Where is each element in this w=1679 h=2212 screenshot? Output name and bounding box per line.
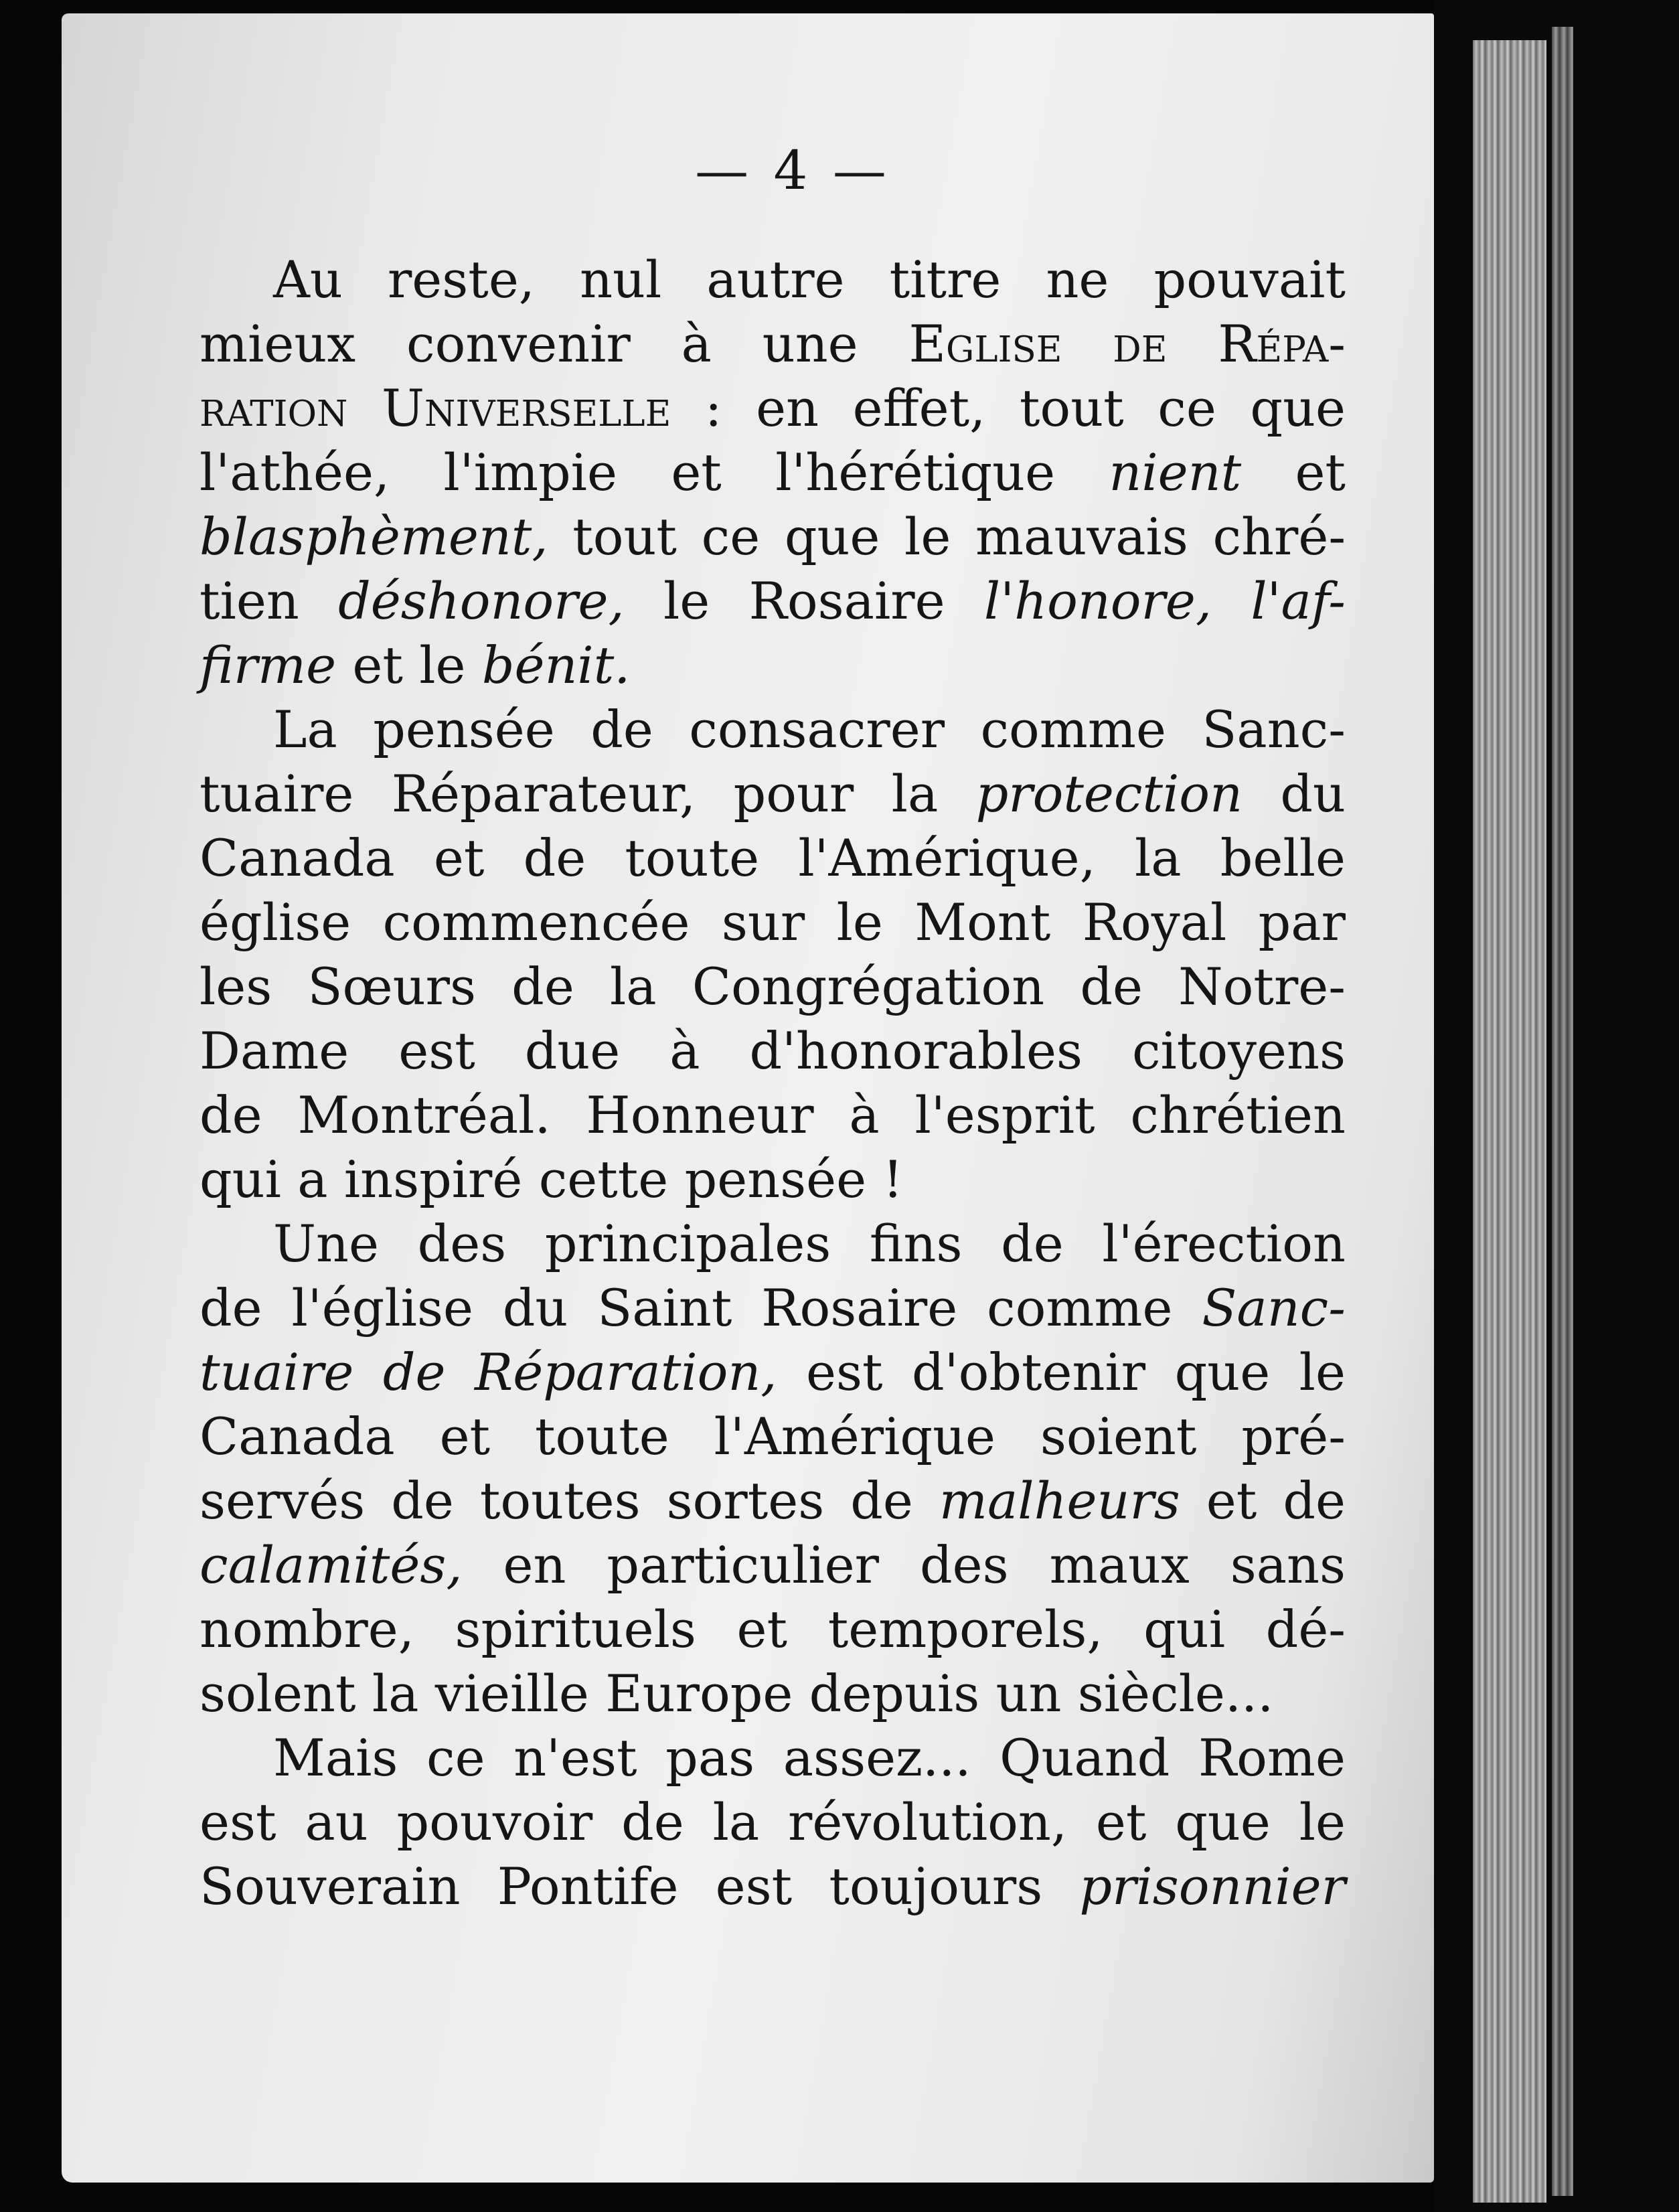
word: les: [199, 957, 272, 1016]
text-line: [199, 890, 1346, 955]
word: cette: [538, 1150, 669, 1209]
word: et: [1295, 443, 1346, 502]
word: tien: [199, 571, 299, 631]
text-line: [199, 955, 1346, 1019]
word: Au: [273, 250, 343, 309]
word: consacrer: [689, 700, 945, 759]
text-line: [199, 1083, 1346, 1148]
word: tuaire: [199, 1342, 354, 1402]
word: nul: [580, 250, 662, 309]
page-edges-inner: [1552, 27, 1573, 2196]
word: l'impie: [443, 443, 617, 502]
word: du: [1280, 764, 1346, 823]
word: de: [199, 1278, 262, 1338]
word: assez...: [783, 1728, 971, 1788]
word: le: [663, 571, 710, 631]
word: l'église: [291, 1278, 473, 1338]
word: la: [891, 764, 939, 823]
word: n'est: [513, 1728, 637, 1788]
text-line: [199, 1276, 1346, 1340]
word: de: [511, 957, 574, 1016]
word: temporels,: [827, 1599, 1103, 1659]
word: et: [1206, 1471, 1257, 1530]
text-line: [199, 826, 1346, 890]
text-line: [199, 1790, 1346, 1854]
word: ce: [701, 507, 761, 566]
word: toutes: [479, 1471, 641, 1530]
word: de: [850, 1471, 913, 1530]
text-line: [199, 1662, 1346, 1726]
text-line: [199, 633, 1346, 698]
word: soient: [1040, 1407, 1197, 1466]
word: prisonnier: [1079, 1856, 1346, 1916]
word: que: [1174, 1342, 1271, 1402]
text-line: [199, 1405, 1346, 1469]
word: de: [199, 1085, 262, 1145]
word: ce: [426, 1728, 485, 1788]
text-line: [199, 1019, 1346, 1083]
word: le: [836, 892, 883, 952]
word: ce: [1157, 378, 1216, 438]
text-line: [199, 569, 1346, 633]
word: tout: [1019, 378, 1124, 438]
word: blasphèment,: [199, 507, 548, 566]
word: le: [419, 635, 466, 695]
word: des: [919, 1535, 1009, 1595]
page-edges: [1473, 40, 1546, 2203]
text-line: [199, 1148, 1346, 1212]
word: servés: [199, 1471, 366, 1530]
word: La: [273, 700, 337, 759]
text-line: [199, 376, 1346, 441]
word: et: [736, 1599, 788, 1659]
word: sur: [721, 892, 805, 952]
word: a: [297, 1150, 328, 1209]
binding-stitch: [1439, 1389, 1463, 1400]
word: Sanc-: [1202, 1278, 1346, 1338]
word: la: [610, 957, 657, 1016]
word: en: [756, 378, 819, 438]
word: maux: [1049, 1535, 1190, 1595]
word: pensée: [684, 1150, 867, 1209]
word: firme: [199, 635, 337, 695]
text-line: [199, 698, 1346, 762]
word: !: [882, 1150, 903, 1209]
word: tuaire: [199, 764, 354, 823]
word: solent: [199, 1664, 356, 1723]
word: des: [417, 1214, 507, 1273]
word: Souverain: [199, 1856, 461, 1916]
word: église: [199, 892, 351, 952]
word: depuis: [809, 1664, 980, 1723]
word: Dame: [199, 1021, 349, 1081]
word: une: [762, 314, 858, 374]
word: le: [1299, 1792, 1346, 1852]
word: de: [523, 828, 586, 888]
binding-stitch: [1439, 726, 1463, 737]
word: Canada: [199, 828, 395, 888]
word: de: [1080, 957, 1143, 1016]
word: la: [372, 1664, 419, 1723]
binding-stitch: [1439, 1034, 1463, 1045]
word: à: [669, 1021, 700, 1081]
word: l'érection: [1102, 1214, 1346, 1273]
word: Notre-: [1178, 957, 1346, 1016]
word: Rome: [1198, 1728, 1346, 1788]
page-number: — 4 —: [695, 139, 890, 202]
word: à: [849, 1085, 880, 1145]
word: pouvoir: [396, 1792, 593, 1852]
word: protection: [975, 764, 1243, 823]
text-line: [199, 1469, 1346, 1533]
word: l'Amérique: [714, 1407, 995, 1466]
word: Royal: [1082, 892, 1227, 952]
word: Quand: [1000, 1728, 1170, 1788]
word: de: [621, 1792, 684, 1852]
word: du: [502, 1278, 568, 1338]
word: l'honore,: [983, 571, 1212, 631]
text-line: [199, 762, 1346, 826]
word: chrétien: [1130, 1085, 1346, 1145]
word: pouvait: [1153, 250, 1346, 309]
word: révolution,: [788, 1792, 1068, 1852]
word: autre: [706, 250, 845, 309]
word: titre: [889, 250, 1002, 309]
word: mieux: [199, 314, 356, 374]
word: Pontife: [497, 1856, 679, 1916]
word: est: [398, 1021, 475, 1081]
word: tout: [572, 507, 677, 566]
word: vieille: [434, 1664, 589, 1723]
text-line: [199, 1212, 1346, 1276]
word: est: [715, 1856, 793, 1916]
text-line: [199, 1854, 1346, 1919]
word: siècle...: [1077, 1664, 1274, 1723]
word: par: [1258, 892, 1346, 952]
word: Rosaire: [748, 571, 945, 631]
word: l'af-: [1251, 571, 1346, 631]
word: sans: [1230, 1535, 1346, 1595]
word: que: [784, 507, 880, 566]
text-line: [199, 248, 1346, 312]
word: en: [503, 1535, 566, 1595]
word: et: [1095, 1792, 1147, 1852]
word: Canada: [199, 1407, 395, 1466]
word: de: [1283, 1471, 1346, 1530]
word: dé-: [1265, 1599, 1346, 1659]
word: inspiré: [343, 1150, 523, 1209]
word: Montréal.: [297, 1085, 551, 1145]
word: un: [995, 1664, 1062, 1723]
word: Universelle: [382, 378, 671, 438]
word: due: [524, 1021, 621, 1081]
text-line: [199, 1533, 1346, 1597]
word: :: [704, 378, 722, 438]
word: qui: [199, 1150, 281, 1209]
word: Rosaire: [761, 1278, 958, 1338]
word: Sanc-: [1202, 700, 1346, 759]
word: ration: [199, 378, 348, 438]
word: sortes: [666, 1471, 825, 1530]
word: et: [671, 443, 722, 502]
word: pensée: [373, 700, 555, 759]
word: pré-: [1241, 1407, 1346, 1466]
word: commencée: [382, 892, 690, 952]
word: toujours: [829, 1856, 1043, 1916]
word: toute: [535, 1407, 669, 1466]
word: convenir: [406, 314, 631, 374]
text-line: [199, 1597, 1346, 1662]
word: l'esprit: [914, 1085, 1095, 1145]
word: que: [1250, 378, 1346, 438]
word: est: [806, 1342, 883, 1402]
word: de: [382, 1342, 446, 1402]
word: le: [904, 507, 951, 566]
word: au: [305, 1792, 368, 1852]
word: Réparateur,: [391, 764, 696, 823]
text-line: [199, 1726, 1346, 1790]
word: nient: [1109, 443, 1242, 502]
word: de: [1001, 1214, 1064, 1273]
word: nombre,: [199, 1599, 414, 1659]
word: spirituels: [455, 1599, 696, 1659]
word: pas: [665, 1728, 755, 1788]
word: pour: [733, 764, 854, 823]
word: mauvais: [975, 507, 1188, 566]
page-text: [199, 141, 1346, 1919]
body-text: [199, 248, 1346, 1919]
word: comme: [987, 1278, 1173, 1338]
word: Répa-: [1218, 314, 1346, 374]
word: Eglise: [908, 314, 1062, 374]
word: de: [590, 700, 653, 759]
word: calamités,: [199, 1535, 463, 1595]
word: est: [199, 1792, 276, 1852]
word: qui: [1143, 1599, 1226, 1659]
word: de: [1113, 314, 1168, 374]
text-line: [199, 505, 1346, 569]
word: l'Amérique,: [798, 828, 1096, 888]
word: à: [681, 314, 712, 374]
word: de: [391, 1471, 454, 1530]
word: Réparation,: [475, 1342, 777, 1402]
word: comme: [980, 700, 1166, 759]
word: la: [712, 1792, 760, 1852]
word: le: [1299, 1342, 1346, 1402]
word: particulier: [607, 1535, 879, 1595]
word: Saint: [597, 1278, 732, 1338]
word: bénit.: [481, 635, 631, 695]
word: chré-: [1212, 507, 1346, 566]
word: reste,: [387, 250, 535, 309]
word: belle: [1220, 828, 1346, 888]
word: principales: [544, 1214, 831, 1273]
word: citoyens: [1131, 1021, 1346, 1081]
word: déshonore,: [338, 571, 625, 631]
text-line: [199, 1340, 1346, 1405]
word: Une: [273, 1214, 379, 1273]
word: d'obtenir: [912, 1342, 1146, 1402]
word: et: [352, 635, 403, 695]
word: Congrégation: [692, 957, 1045, 1016]
text-line: [199, 441, 1346, 505]
word: Europe: [605, 1664, 793, 1723]
word: fins: [869, 1214, 963, 1273]
word: la: [1134, 828, 1182, 888]
text-line: [199, 312, 1346, 376]
word: toute: [625, 828, 760, 888]
word: l'hérétique: [775, 443, 1056, 502]
word: malheurs: [939, 1471, 1180, 1530]
word: d'honorables: [749, 1021, 1083, 1081]
word: Mont: [914, 892, 1051, 952]
word: et: [439, 1407, 491, 1466]
word: Mais: [273, 1728, 398, 1788]
word: ne: [1046, 250, 1109, 309]
word: et: [433, 828, 485, 888]
word: que: [1175, 1792, 1271, 1852]
word: Honneur: [586, 1085, 814, 1145]
binding-stitch: [1439, 311, 1463, 322]
word: Sœurs: [307, 957, 476, 1016]
word: l'athée,: [199, 443, 390, 502]
word: effet,: [852, 378, 986, 438]
